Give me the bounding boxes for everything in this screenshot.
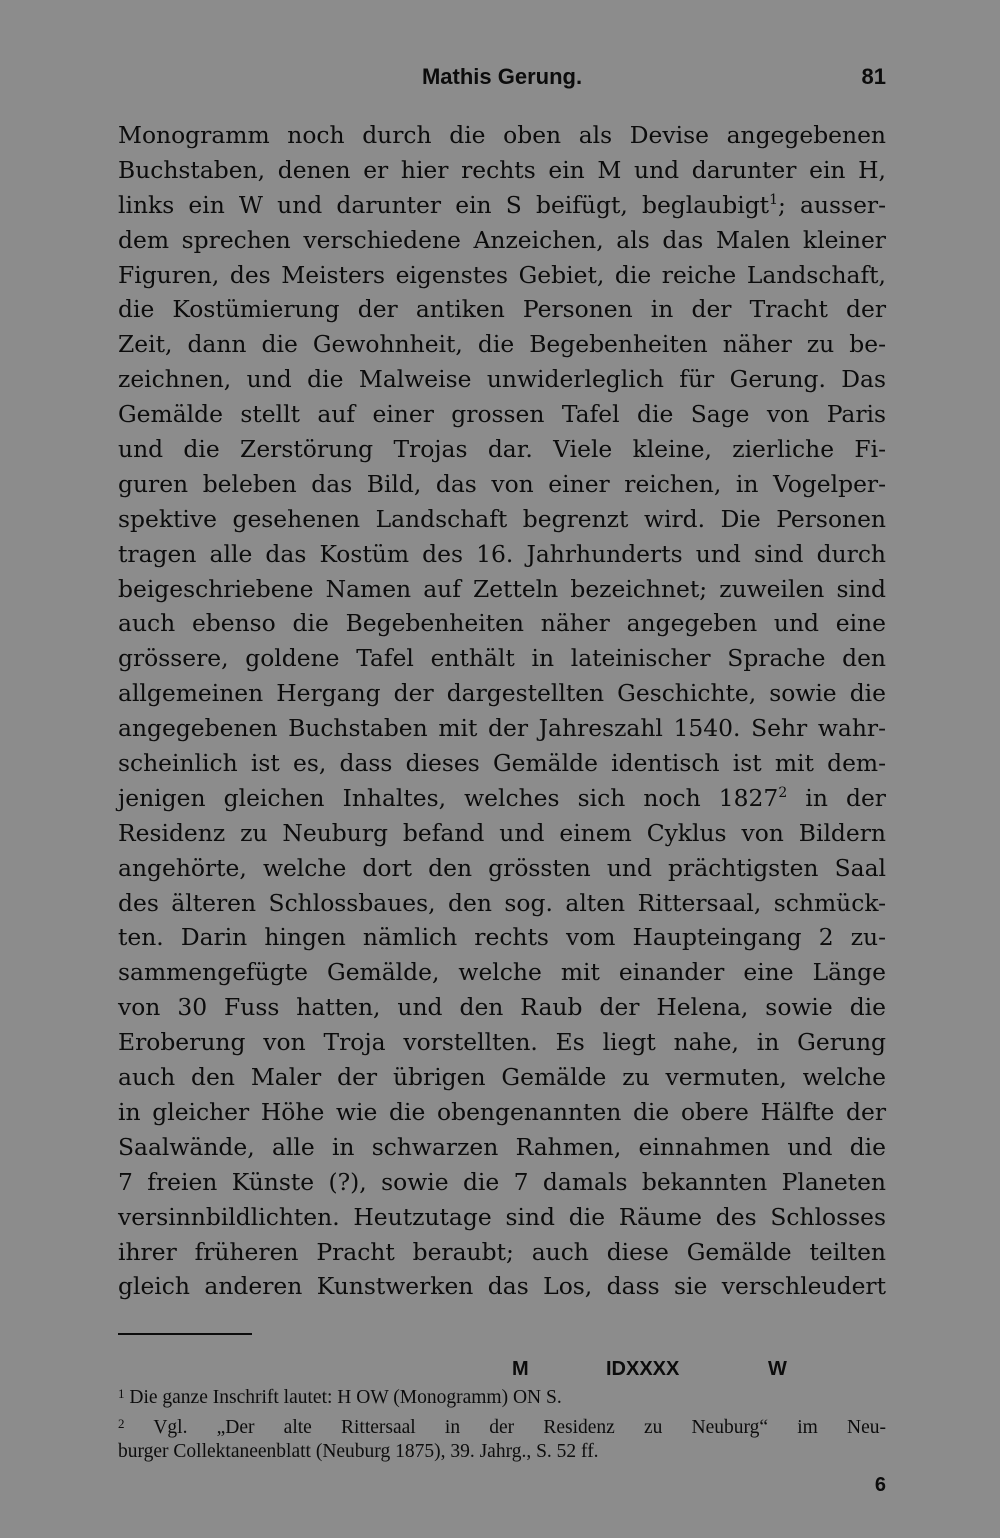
text-line: die Kostümierung der antiken Personen in der Tracht der bbox=[118, 295, 886, 324]
footnote-text: Vgl. „Der alte Rittersaal in der Residenz zu Neuburg“ im Neu- bbox=[153, 1417, 886, 1438]
footnote-reference[interactable]: 2 bbox=[778, 784, 788, 801]
footnote-2-continuation: burger Collektaneenblatt (Neuburg 1875), 39. Jahrg., S. 52 ff. bbox=[118, 1441, 599, 1462]
text-line: ihrer früheren Pracht beraubt; auch diese Gemälde teilten bbox=[118, 1237, 886, 1266]
footnote-text: Die ganze Inschrift lautet: H OW (Monogramm) ON S. bbox=[129, 1387, 562, 1408]
text-line: dem sprechen verschiedene Anzeichen, als das Malen kleiner bbox=[118, 225, 886, 254]
text-line: spektive gesehenen Landschaft begrenzt wird. Die Personen bbox=[118, 504, 886, 533]
text-line: des älteren Schlossbaues, den sog. alten Rittersaal, schmück- bbox=[118, 888, 886, 917]
text-line: zeichnen, und die Malweise unwiderleglich für Gerung. Das bbox=[118, 365, 886, 394]
text-line: beigeschriebene Namen auf Zetteln bezeichnet; zuweilen sind bbox=[118, 574, 886, 603]
footnote-reference[interactable]: 1 bbox=[769, 191, 778, 208]
text-line: Monogramm noch durch die oben als Devise angegebenen bbox=[118, 121, 886, 149]
text-line: guren beleben das Bild, das von einer reichen, in Vogelper- bbox=[118, 469, 886, 498]
text-line: allgemeinen Hergang der dargestellten Geschichte, sowie die bbox=[118, 679, 886, 708]
footnote-marker: 2 bbox=[118, 1416, 125, 1431]
footnote-rule bbox=[118, 1333, 252, 1335]
signature-mark: 6 bbox=[874, 1474, 886, 1496]
text-line bbox=[118, 781, 886, 816]
text-line: auch den Maler der übrigen Gemälde zu vermuten, welche bbox=[118, 1063, 886, 1092]
text-line: von 30 Fuss hatten, und den Raub der Helena, sowie die bbox=[118, 993, 886, 1022]
text-line: in gleicher Höhe wie die obengenannten die obere Hälfte der bbox=[118, 1097, 886, 1126]
text-line: ten. Darin hingen nämlich rechts vom Haupteingang 2 zu- bbox=[118, 923, 886, 952]
text-line-part: ; ausser- bbox=[778, 190, 886, 219]
text-line: Residenz zu Neuburg befand und einem Cyklus von Bildern bbox=[118, 818, 886, 847]
text-line-part: links ein W und darunter ein S beifügt, beglaubigt bbox=[118, 190, 770, 219]
text-line: angehörte, welche dort den grössten und prächtigsten Saal bbox=[118, 853, 886, 882]
text-line: Zeit, dann die Gewohnheit, die Begebenheiten näher zu be- bbox=[118, 330, 886, 359]
body-text bbox=[118, 118, 886, 1304]
inscription-year: IDXXXX bbox=[606, 1358, 680, 1380]
inscription-letter-m: M bbox=[512, 1358, 529, 1380]
running-header bbox=[118, 60, 886, 96]
text-line-part: in der bbox=[787, 783, 886, 812]
text-line: scheinlich ist es, dass dieses Gemälde identisch ist mit dem- bbox=[118, 749, 886, 778]
text-line: Saalwände, alle in schwarzen Rahmen, einnahmen und die bbox=[118, 1132, 886, 1161]
text-line bbox=[118, 188, 886, 223]
text-line: 7 freien Künste (?), sowie die 7 damals bekannten Planeten bbox=[118, 1167, 886, 1196]
text-line: auch ebenso die Begebenheiten näher angegeben und eine bbox=[118, 609, 886, 638]
text-line: grössere, goldene Tafel enthält in lateinischer Sprache den bbox=[118, 644, 886, 673]
text-line: sammengefügte Gemälde, welche mit einander eine Länge bbox=[118, 958, 886, 987]
text-line: tragen alle das Kostüm des 16. Jahrhunderts und sind durch bbox=[118, 539, 886, 568]
footnote-1 bbox=[118, 1380, 886, 1412]
text-line: Buchstaben, denen er hier rechts ein M und darunter ein H, bbox=[118, 155, 886, 184]
text-line: Figuren, des Meisters eigenstes Gebiet, die reiche Landschaft, bbox=[118, 260, 886, 289]
text-line: Gemälde stellt auf einer grossen Tafel die Sage von Paris bbox=[118, 400, 886, 429]
footnote-marker: 1 bbox=[118, 1386, 125, 1401]
page-number: 81 bbox=[861, 64, 886, 89]
text-line: und die Zerstörung Trojas dar. Viele kleine, zierliche Fi- bbox=[118, 435, 886, 464]
text-line: Eroberung von Troja vorstellten. Es liegt nahe, in Gerung bbox=[118, 1028, 886, 1057]
text-line: versinnbildlichten. Heutzutage sind die Räume des Schlosses bbox=[118, 1202, 886, 1231]
text-line-part: jenigen gleichen Inhaltes, welches sich noch 1827 bbox=[118, 783, 779, 812]
text-line: gleich anderen Kunstwerken das Los, dass sie verschleudert bbox=[118, 1272, 886, 1301]
text-line: angegebenen Buchstaben mit der Jahreszahl 1540. Sehr wahr- bbox=[118, 714, 886, 743]
inscription-letter-w: W bbox=[768, 1358, 787, 1380]
running-title: Mathis Gerung. bbox=[421, 64, 583, 89]
